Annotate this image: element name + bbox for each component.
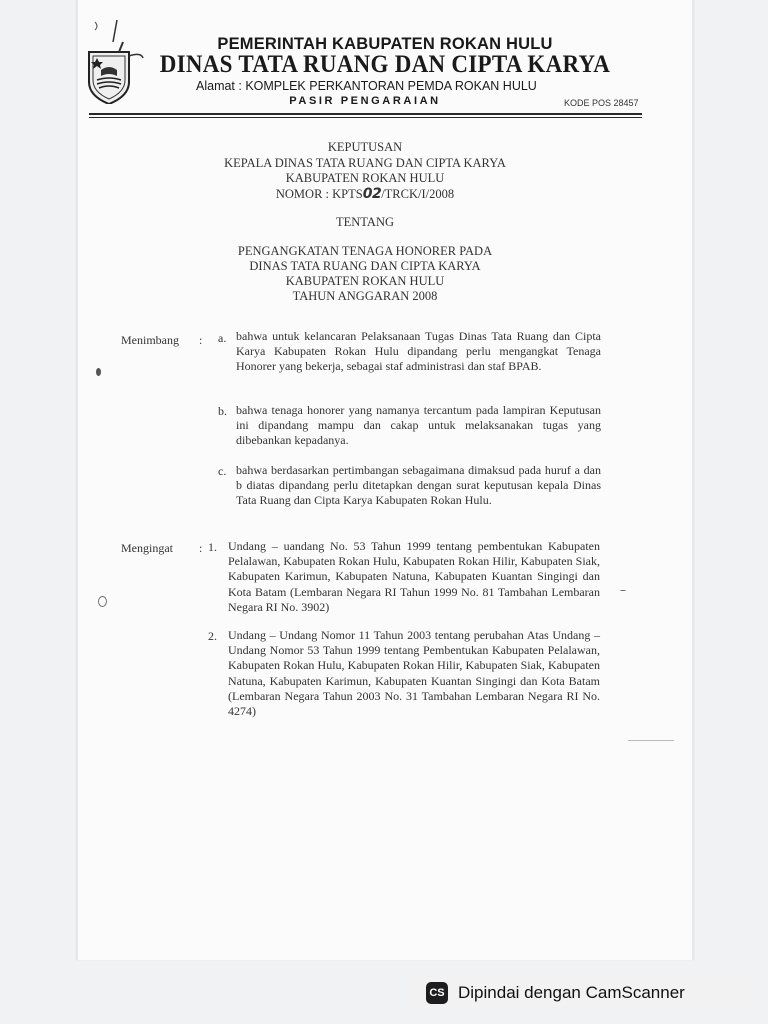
letterhead-rule-thin: [89, 117, 642, 118]
recalling-colon: :: [199, 541, 203, 555]
decree-number: [160, 186, 570, 202]
considering-colon: :: [199, 333, 203, 347]
regency-emblem-icon: [83, 12, 145, 104]
camscanner-label: Dipindai dengan CamScanner: [458, 983, 685, 1002]
postal-code: KODE POS 28457: [564, 98, 639, 108]
camscanner-watermark: [406, 974, 750, 1012]
decree-issuer: KEPALA DINAS TATA RUANG DAN CIPTA KARYA: [224, 156, 506, 170]
scan-speck: [98, 596, 107, 607]
considering-item-c: bahwa berdasarkan pertimbangan sebagaimana dimaksud pada huruf a dan b diatas dipandang perlu ditetapkan dengan surat keputusan kepala Dinas Tata Ruang dan Cipta Karya Kabupaten Rokan Hulu.: [236, 463, 601, 508]
scan-speck: [620, 590, 626, 591]
considering-label: Menimbang: [121, 333, 179, 347]
subject-line-1: PENGANGKATAN TENAGA HONORER PADA: [237, 244, 493, 258]
letterhead-rule-thick: [89, 113, 642, 115]
recalling-marker-1: 1.: [208, 540, 217, 554]
decree-number-handwritten: 02: [362, 186, 382, 202]
recalling-label: Mengingat: [121, 541, 173, 555]
scan-speck: [628, 740, 674, 741]
decree-title: KEPUTUSAN: [327, 140, 403, 154]
scan-speck: [96, 368, 101, 376]
decree-number-suffix: /TRCK/I/2008: [381, 187, 455, 201]
subject-line-3: KABUPATEN ROKAN HULU: [285, 274, 445, 288]
decree-number-prefix: NOMOR : KPTS: [275, 187, 363, 201]
subject-line-2: DINAS TATA RUANG DAN CIPTA KARYA: [249, 259, 481, 273]
page-edge-left: [76, 0, 78, 960]
recalling-item-2: Undang – Undang Nomor 11 Tahun 2003 tentang perubahan Atas Undang – Undang Nomor 53 Tahun 1999 tentang Pembentukan Kabupaten Pelalawan, Kabupaten Rokan Hulu, Kabupaten Rokan Hilir, Kabupaten Siak, Kabupaten Natuna, Kabupaten Karimun, Kabupaten Kuantan Singingi dan Kota Batam (Lembaran Negara Tahun 2003 No. 31 Tambahan Lembaran Negara RI No. 4274): [228, 628, 600, 719]
letterhead-address: Alamat : KOMPLEK PERKANTORAN PEMDA ROKAN HULU: [196, 79, 537, 93]
page-edge-right: [692, 0, 694, 960]
letterhead-agency: DINAS TATA RUANG DAN CIPTA KARYA: [159, 51, 611, 78]
considering-marker-c: c.: [218, 464, 227, 478]
camscanner-logo-icon: CS: [426, 982, 448, 1004]
recalling-marker-2: 2.: [208, 629, 217, 643]
letterhead-government: PEMERINTAH KABUPATEN ROKAN HULU: [217, 35, 553, 53]
considering-item-b: bahwa tenaga honorer yang namanya tercantum pada lampiran Keputusan ini dipandang mampu dan cakap untuk melaksanakan tugas yang dibebankan kepadanya.: [236, 403, 601, 448]
about-heading: TENTANG: [335, 215, 394, 229]
recalling-item-1: Undang – uandang No. 53 Tahun 1999 tentang pembentukan Kabupaten Pelalawan, Kabupaten Rokan Hulu, Kabupaten Rokan Hilir, Kabupaten Siak, Kabupaten Karimun, Kabupaten Natuna, Kabupaten Kuantan Singingi dan Kota Batam (Lembaran Negara RI Tahun 1999 No. 81 Tambahan Lembaran Negara RI No. 3902): [228, 539, 600, 614]
considering-item-a: bahwa untuk kelancaran Pelaksanaan Tugas Dinas Tata Ruang dan Cipta Karya Kabupaten Rokan Hulu dipandang perlu mengangkat Tenaga Honorer yang bekerja, sebagai staf administrasi dan staf BPAB.: [236, 329, 601, 374]
decree-region: KABUPATEN ROKAN HULU: [285, 171, 445, 185]
subject-line-4: TAHUN ANGGARAN 2008: [292, 289, 438, 303]
considering-marker-a: a.: [218, 331, 227, 345]
considering-marker-b: b.: [218, 404, 227, 418]
letterhead-city: PASIR PENGARAIAN: [289, 95, 441, 107]
